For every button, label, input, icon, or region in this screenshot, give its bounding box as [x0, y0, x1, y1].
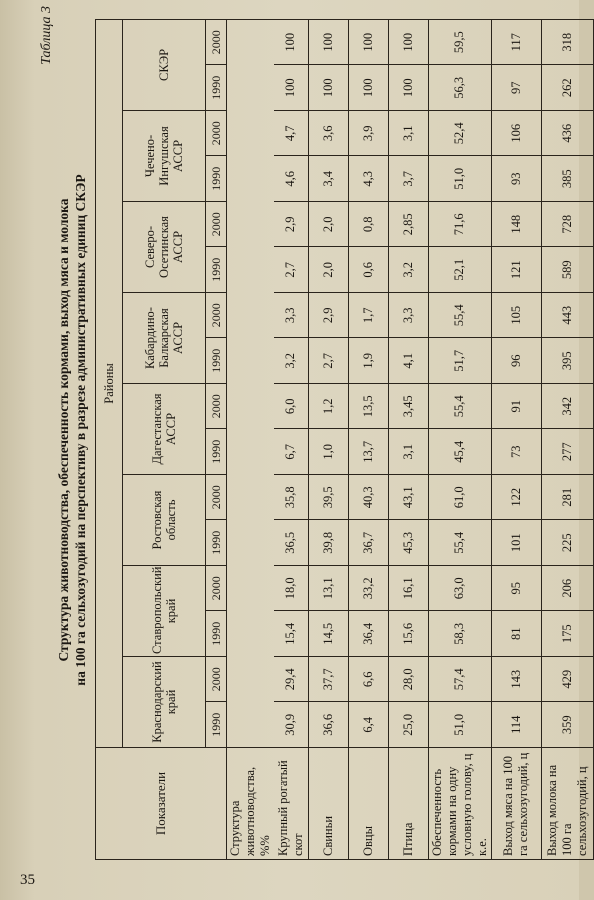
table-cell: 2,7 [274, 247, 308, 293]
table-cell: 15,4 [274, 611, 308, 657]
table-cell: 1,0 [308, 429, 348, 475]
table-cell: 100 [308, 19, 348, 65]
row-label: Овцы [348, 748, 388, 860]
table-cell: 106 [491, 111, 541, 157]
table-label: Таблица 3 [39, 6, 54, 65]
table-cell: 13,5 [348, 384, 388, 430]
table-cell: 39,8 [308, 520, 348, 566]
row-label: Крупный рогатый скот [274, 748, 308, 860]
table-cell: 35,8 [274, 475, 308, 521]
table-cell: 59,5 [428, 19, 491, 65]
table-cell: 25,0 [388, 702, 428, 748]
table-cell: 1,2 [308, 384, 348, 430]
year-header: 1990 [206, 429, 227, 475]
table-row [274, 19, 308, 859]
table-cell: 122 [491, 475, 541, 521]
table-cell: 429 [541, 657, 593, 703]
table-cell: 0,6 [348, 247, 388, 293]
table-cell: 52,4 [428, 111, 491, 157]
year-header: 1990 [206, 247, 227, 293]
region-header: Краснодарский край [123, 657, 206, 748]
table-cell: 117 [491, 19, 541, 65]
table-cell: 55,4 [428, 293, 491, 339]
table-cell: 728 [541, 202, 593, 248]
table-cell: 2,0 [308, 247, 348, 293]
year-header: 2000 [206, 475, 227, 521]
region-header: Северо-Осетинская АССР [123, 202, 206, 293]
table-cell: 6,6 [348, 657, 388, 703]
year-header: 1990 [206, 520, 227, 566]
table-cell: 114 [491, 702, 541, 748]
year-header: 2000 [206, 657, 227, 703]
table-cell: 37,7 [308, 657, 348, 703]
table-cell: 385 [541, 156, 593, 202]
region-header: Ростовская область [123, 475, 206, 566]
table-cell: 121 [491, 247, 541, 293]
table-cell: 206 [541, 566, 593, 612]
table-cell: 359 [541, 702, 593, 748]
table-title-line2: на 100 га сельхозугодий на перспективу в разрезе административных единиц СКЭР [73, 174, 88, 686]
region-header: Ставропольский край [123, 566, 206, 657]
table-cell: 14,5 [308, 611, 348, 657]
table-row [308, 19, 348, 859]
table-row [388, 19, 428, 859]
table-cell: 58,3 [428, 611, 491, 657]
table-cell: 443 [541, 293, 593, 339]
table-cell: 55,4 [428, 384, 491, 430]
table-cell: 51,0 [428, 156, 491, 202]
table-cell: 36,5 [274, 520, 308, 566]
table-cell: 100 [388, 19, 428, 65]
section-label: Структура животноводства, %% [227, 748, 275, 860]
table-cell: 105 [491, 293, 541, 339]
table-cell: 55,4 [428, 520, 491, 566]
table-cell: 91 [491, 384, 541, 430]
header-row-years [206, 19, 227, 859]
table-cell: 2,9 [308, 293, 348, 339]
table-cell: 51,7 [428, 338, 491, 384]
header-row-regions [123, 19, 206, 859]
section-spacer [227, 19, 275, 747]
table-cell: 262 [541, 65, 593, 111]
table-cell: 143 [491, 657, 541, 703]
region-header: Дагестанская АССР [123, 384, 206, 475]
table-cell: 30,9 [274, 702, 308, 748]
section-row [227, 19, 275, 859]
table-cell: 13,7 [348, 429, 388, 475]
table-title-line1: Структура животноводства, обеспеченность кормами, выход мяса и молока [56, 198, 71, 662]
year-header: 1990 [206, 338, 227, 384]
table-cell: 43,1 [388, 475, 428, 521]
page-number: 35 [20, 872, 35, 888]
table-cell: 97 [491, 65, 541, 111]
table-cell: 39,5 [308, 475, 348, 521]
indicator-header: Показатели [96, 748, 227, 860]
table-title [55, 40, 89, 820]
data-table [95, 19, 594, 860]
table-cell: 589 [541, 247, 593, 293]
table-cell: 3,4 [308, 156, 348, 202]
table-cell: 3,7 [388, 156, 428, 202]
header-row-districts [96, 19, 123, 859]
table-cell: 100 [388, 65, 428, 111]
table-cell: 4,6 [274, 156, 308, 202]
table-cell: 93 [491, 156, 541, 202]
row-label: Птица [388, 748, 428, 860]
table-cell: 2,85 [388, 202, 428, 248]
table-cell: 3,1 [388, 429, 428, 475]
table-cell: 281 [541, 475, 593, 521]
districts-header: Районы [96, 19, 123, 747]
table-cell: 81 [491, 611, 541, 657]
year-header: 2000 [206, 202, 227, 248]
rotated-table-area [39, 0, 589, 860]
table-cell: 436 [541, 111, 593, 157]
table-cell: 100 [274, 65, 308, 111]
region-header: СКЭР [123, 19, 206, 110]
year-header: 1990 [206, 156, 227, 202]
row-label: Обеспеченность кормами на одну условную голову, ц к.е. [428, 748, 491, 860]
table-cell: 2,0 [308, 202, 348, 248]
table-row [491, 19, 541, 859]
table-cell: 1,7 [348, 293, 388, 339]
table-row [541, 19, 593, 859]
table-cell: 3,2 [274, 338, 308, 384]
table-cell: 100 [348, 19, 388, 65]
table-cell: 61,0 [428, 475, 491, 521]
table-cell: 2,9 [274, 202, 308, 248]
table-cell: 318 [541, 19, 593, 65]
table-cell: 3,3 [274, 293, 308, 339]
year-header: 2000 [206, 19, 227, 65]
table-cell: 6,4 [348, 702, 388, 748]
table-cell: 95 [491, 566, 541, 612]
year-header: 2000 [206, 293, 227, 339]
year-header: 1990 [206, 702, 227, 748]
table-cell: 52,1 [428, 247, 491, 293]
table-cell: 36,4 [348, 611, 388, 657]
table-cell: 40,3 [348, 475, 388, 521]
table-cell: 73 [491, 429, 541, 475]
table-cell: 101 [491, 520, 541, 566]
table-body [227, 19, 594, 859]
table-row [428, 19, 491, 859]
table-cell: 3,3 [388, 293, 428, 339]
table-cell: 225 [541, 520, 593, 566]
table-cell: 51,0 [428, 702, 491, 748]
table-cell: 0,8 [348, 202, 388, 248]
year-header: 2000 [206, 111, 227, 157]
table-cell: 71,6 [428, 202, 491, 248]
table-cell: 36,6 [308, 702, 348, 748]
table-cell: 3,1 [388, 111, 428, 157]
year-header: 1990 [206, 611, 227, 657]
table-cell: 96 [491, 338, 541, 384]
table-cell: 175 [541, 611, 593, 657]
year-header: 2000 [206, 566, 227, 612]
table-cell: 45,3 [388, 520, 428, 566]
table-cell: 36,7 [348, 520, 388, 566]
table-cell: 277 [541, 429, 593, 475]
table-cell: 4,1 [388, 338, 428, 384]
table-cell: 16,1 [388, 566, 428, 612]
table-cell: 395 [541, 338, 593, 384]
table-cell: 100 [308, 65, 348, 111]
table-cell: 63,0 [428, 566, 491, 612]
region-header: Чечено-Ингушская АССР [123, 111, 206, 202]
table-cell: 148 [491, 202, 541, 248]
table-cell: 3,2 [388, 247, 428, 293]
table-cell: 45,4 [428, 429, 491, 475]
row-label: Выход мяса на 100 га сельхозугодий, ц [491, 748, 541, 860]
table-cell: 15,6 [388, 611, 428, 657]
table-cell: 3,45 [388, 384, 428, 430]
table-cell: 57,4 [428, 657, 491, 703]
table-cell: 6,0 [274, 384, 308, 430]
table-cell: 100 [348, 65, 388, 111]
table-cell: 33,2 [348, 566, 388, 612]
row-label: Свиньи [308, 748, 348, 860]
table-cell: 29,4 [274, 657, 308, 703]
table-cell: 4,3 [348, 156, 388, 202]
table-row [348, 19, 388, 859]
table-cell: 18,0 [274, 566, 308, 612]
table-cell: 4,7 [274, 111, 308, 157]
table-cell: 342 [541, 384, 593, 430]
row-label: Выход молока на 100 га сельхозугодий, ц [541, 748, 593, 860]
year-header: 2000 [206, 384, 227, 430]
region-header: Кабардино-Балкарская АССР [123, 293, 206, 384]
table-cell: 13,1 [308, 566, 348, 612]
table-cell: 2,7 [308, 338, 348, 384]
table-head [96, 19, 227, 859]
table-cell: 3,6 [308, 111, 348, 157]
table-cell: 28,0 [388, 657, 428, 703]
table-cell: 100 [274, 19, 308, 65]
table-cell: 6,7 [274, 429, 308, 475]
table-cell: 3,9 [348, 111, 388, 157]
table-cell: 56,3 [428, 65, 491, 111]
year-header: 1990 [206, 65, 227, 111]
table-cell: 1,9 [348, 338, 388, 384]
